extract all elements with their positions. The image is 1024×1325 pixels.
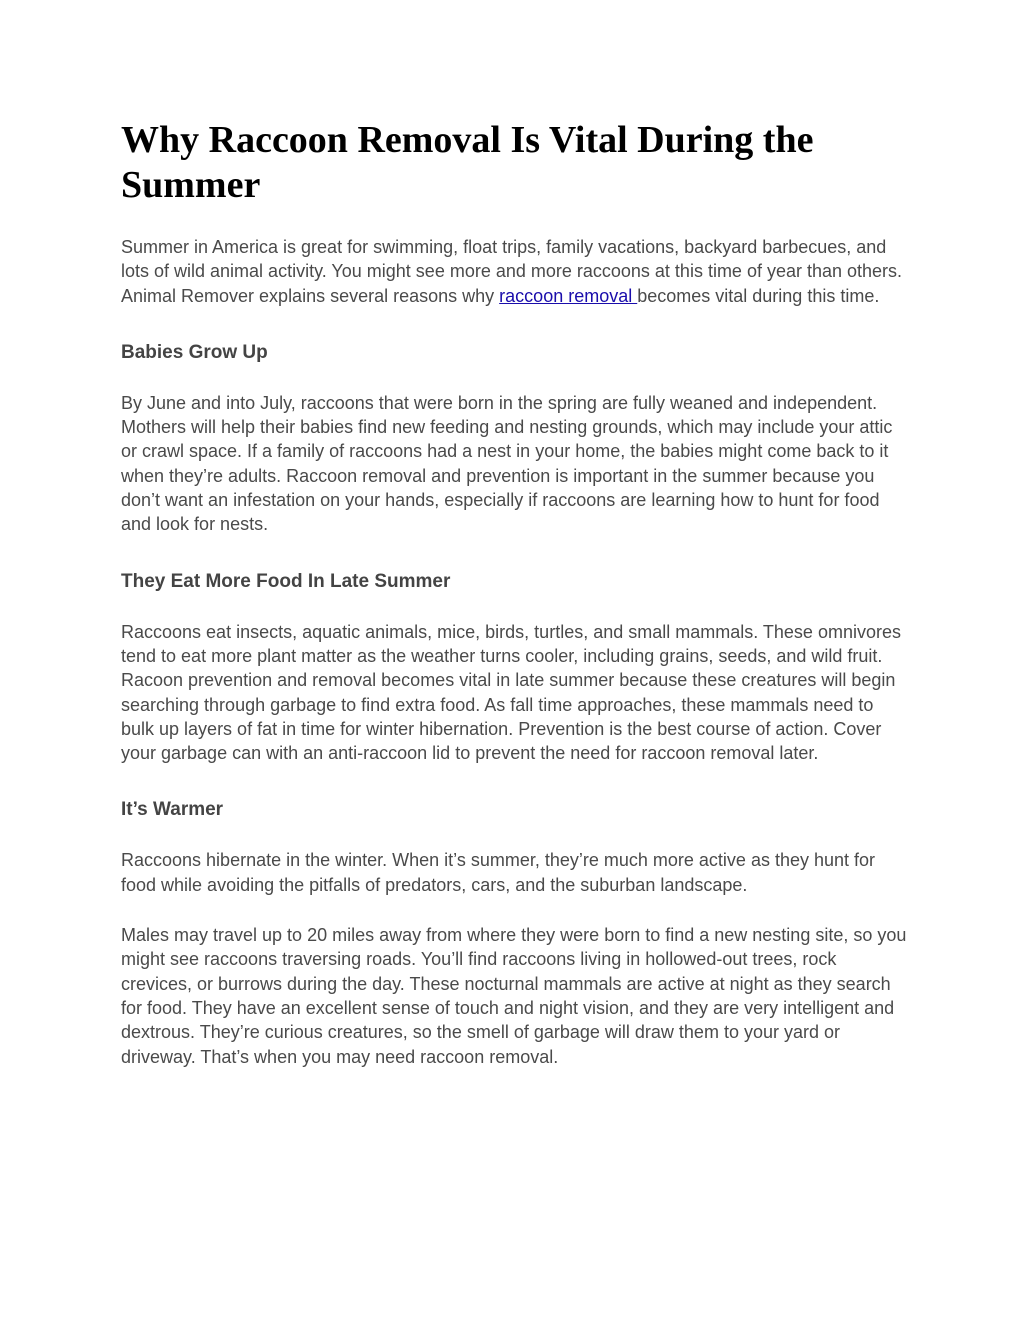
raccoon-removal-link[interactable]: raccoon removal (499, 285, 638, 306)
section-heading-warmer: It’s Warmer (121, 799, 224, 821)
section-paragraph-warmer-2: Males may travel up to 20 miles away from where they were born to find a new nesting site, so you might see raccoons traversing roads. You’ll find raccoons living in hollowed-out trees, rock crevices, or burrows during the day. These nocturnal mammals are active at night as they search for food. They have an excellent sense of touch and night vision, and they are very intelligent and dextrous. They’re curious creatures, so the smell of garbage will draw them to your yard or driveway. That’s when you may need raccoon removal. (121, 925, 907, 1067)
intro-paragraph (121, 235, 911, 308)
section-paragraph-food: Raccoons eat insects, aquatic animals, mice, birds, turtles, and small mammals. These omnivores tend to eat more plant matter as the weather turns cooler, including grains, seeds, and wild fruit. Racoon prevention and removal becomes vital in late summer because these creatures will begin searching through garbage to find extra food. As fall time approaches, these mammals need to bulk up layers of fat in time for winter hibernation. Prevention is the best course of action. Cover your garbage can with an anti-raccoon lid to prevent the need for raccoon removal later. (121, 621, 901, 764)
section-paragraph-babies: By June and into July, raccoons that were born in the spring are fully weaned and independent. Mothers will help their babies find new feeding and nesting grounds, which may include your attic or crawl space. If a family of raccoons had a nest in your home, the babies might come back to it when they’re adults. Raccoon removal and prevention is important in the summer because you don’t want an infestation on your hands, especially if raccoons are learning how to hunt for food and look for nests. (121, 392, 893, 535)
document-page (121, 118, 911, 1069)
page-title: Why Raccoon Removal Is Vital During the Summer (121, 119, 814, 206)
intro-text-before-link: Summer in America is great for swimming, float trips, family vacations, backyard barbecues, and lots of wild animal activity. You might see more and more raccoons at this time of year than others. Animal Remover explains several reasons why (121, 237, 903, 306)
intro-text-after-link: becomes vital during this time. (637, 285, 880, 306)
section-heading-babies: Babies Grow Up (121, 341, 268, 363)
section-heading-food: They Eat More Food In Late Summer (121, 570, 451, 592)
section-paragraph-warmer-1: Raccoons hibernate in the winter. When it’s summer, they’re much more active as they hunt for food while avoiding the pitfalls of predators, cars, and the suburban landscape. (121, 850, 876, 895)
